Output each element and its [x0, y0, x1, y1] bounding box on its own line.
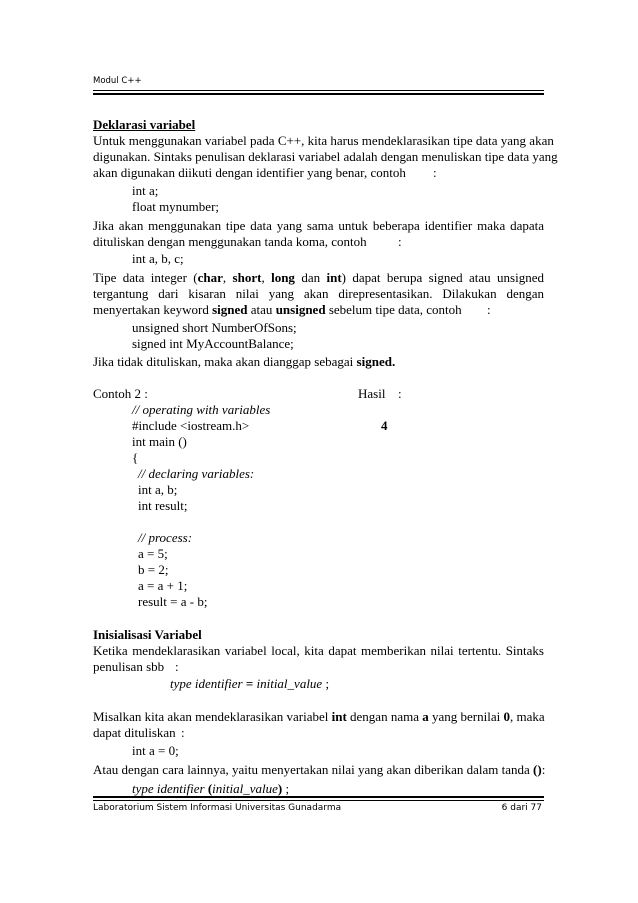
footer-rule-thin — [93, 800, 544, 801]
header-rule-thin — [93, 90, 544, 91]
code-line: signed int MyAccountBalance; — [132, 336, 294, 351]
colon: : — [398, 386, 402, 401]
code-line: int a; — [132, 183, 159, 198]
code-comment: // operating with variables — [132, 402, 271, 417]
result-label: Hasil — [358, 386, 386, 401]
colon: : — [433, 165, 437, 180]
result-value: 4 — [381, 418, 388, 433]
footer-left: Laboratorium Sistem Informasi Universitas Gunadarma — [93, 803, 342, 813]
syntax-line: type identifier = initial_value ; — [170, 676, 330, 691]
code-line: int a, b; — [138, 482, 178, 497]
colon: : — [398, 234, 402, 249]
code-comment: // process: — [138, 530, 193, 545]
footer-rule-thick — [93, 796, 544, 798]
paragraph-line: Ketika mendeklarasikan variabel local, kita dapat memberikan nilai tertentu. Sintaks — [93, 643, 544, 658]
code-line: int main () — [132, 434, 187, 449]
code-line: float mynumber; — [132, 199, 220, 214]
paragraph-line: penulisan sbb — [93, 659, 165, 674]
paragraph-line: Misalkan kita akan mendeklarasikan variabel int dengan nama a yang bernilai 0, maka — [93, 709, 545, 724]
paragraph-line: akan digunakan diikuti dengan identifier yang benar, contoh — [93, 165, 406, 180]
code-line: int a = 0; — [132, 743, 179, 758]
colon: : — [181, 725, 185, 740]
code-line: unsigned short NumberOfSons; — [132, 320, 297, 335]
header-title: Modul C++ — [93, 76, 142, 86]
code-line: int result; — [138, 498, 188, 513]
code-line: { — [132, 450, 139, 465]
code-line: result = a - b; — [138, 594, 208, 609]
code-line: a = a + 1; — [138, 578, 188, 593]
paragraph-line: Tipe data integer (char, short, long dan int) dapat berupa signed atau unsigned — [93, 270, 544, 285]
footer-page-number: 6 dari 77 — [501, 803, 542, 813]
example-label: Contoh 2 : — [93, 386, 148, 401]
paragraph-line: dapat dituliskan — [93, 725, 176, 740]
code-line: #include <iostream.h> — [132, 418, 250, 433]
paragraph-line: dituliskan dengan menggunakan tanda koma, contoh — [93, 234, 367, 249]
colon: : — [487, 302, 491, 317]
paragraph-line: Jika akan menggunakan tipe data yang sama untuk beberapa identifier maka dapata — [93, 218, 544, 233]
code-line: int a, b, c; — [132, 251, 184, 266]
header-rule-thick — [93, 93, 544, 95]
paragraph-line: Atau dengan cara lainnya, yaitu menyertakan nilai yang akan diberikan dalam tanda (): — [93, 762, 546, 777]
paragraph-line: tergantung dari kisaran nilai yang akan direpresentasikan. Dilakukan dengan — [93, 286, 544, 301]
code-line: b = 2; — [138, 562, 169, 577]
paragraph-line: menyertakan keyword signed atau unsigned sebelum tipe data, contoh — [93, 302, 462, 317]
paragraph-line: Jika tidak dituliskan, maka akan dianggap sebagai signed. — [93, 354, 396, 369]
paragraph-line: Untuk menggunakan variabel pada C++, kita harus mendeklarasikan tipe data yang akan — [93, 133, 554, 148]
code-line: a = 5; — [138, 546, 168, 561]
code-comment: // declaring variables: — [138, 466, 255, 481]
heading-deklarasi: Deklarasi variabel — [93, 117, 196, 132]
syntax-line: type identifier (initial_value) ; — [132, 781, 290, 796]
colon: : — [175, 659, 179, 674]
heading-inisialisasi: Inisialisasi Variabel — [93, 627, 202, 642]
paragraph-line: digunakan. Sintaks penulisan deklarasi variabel adalah dengan menuliskan tipe data yang — [93, 149, 558, 164]
